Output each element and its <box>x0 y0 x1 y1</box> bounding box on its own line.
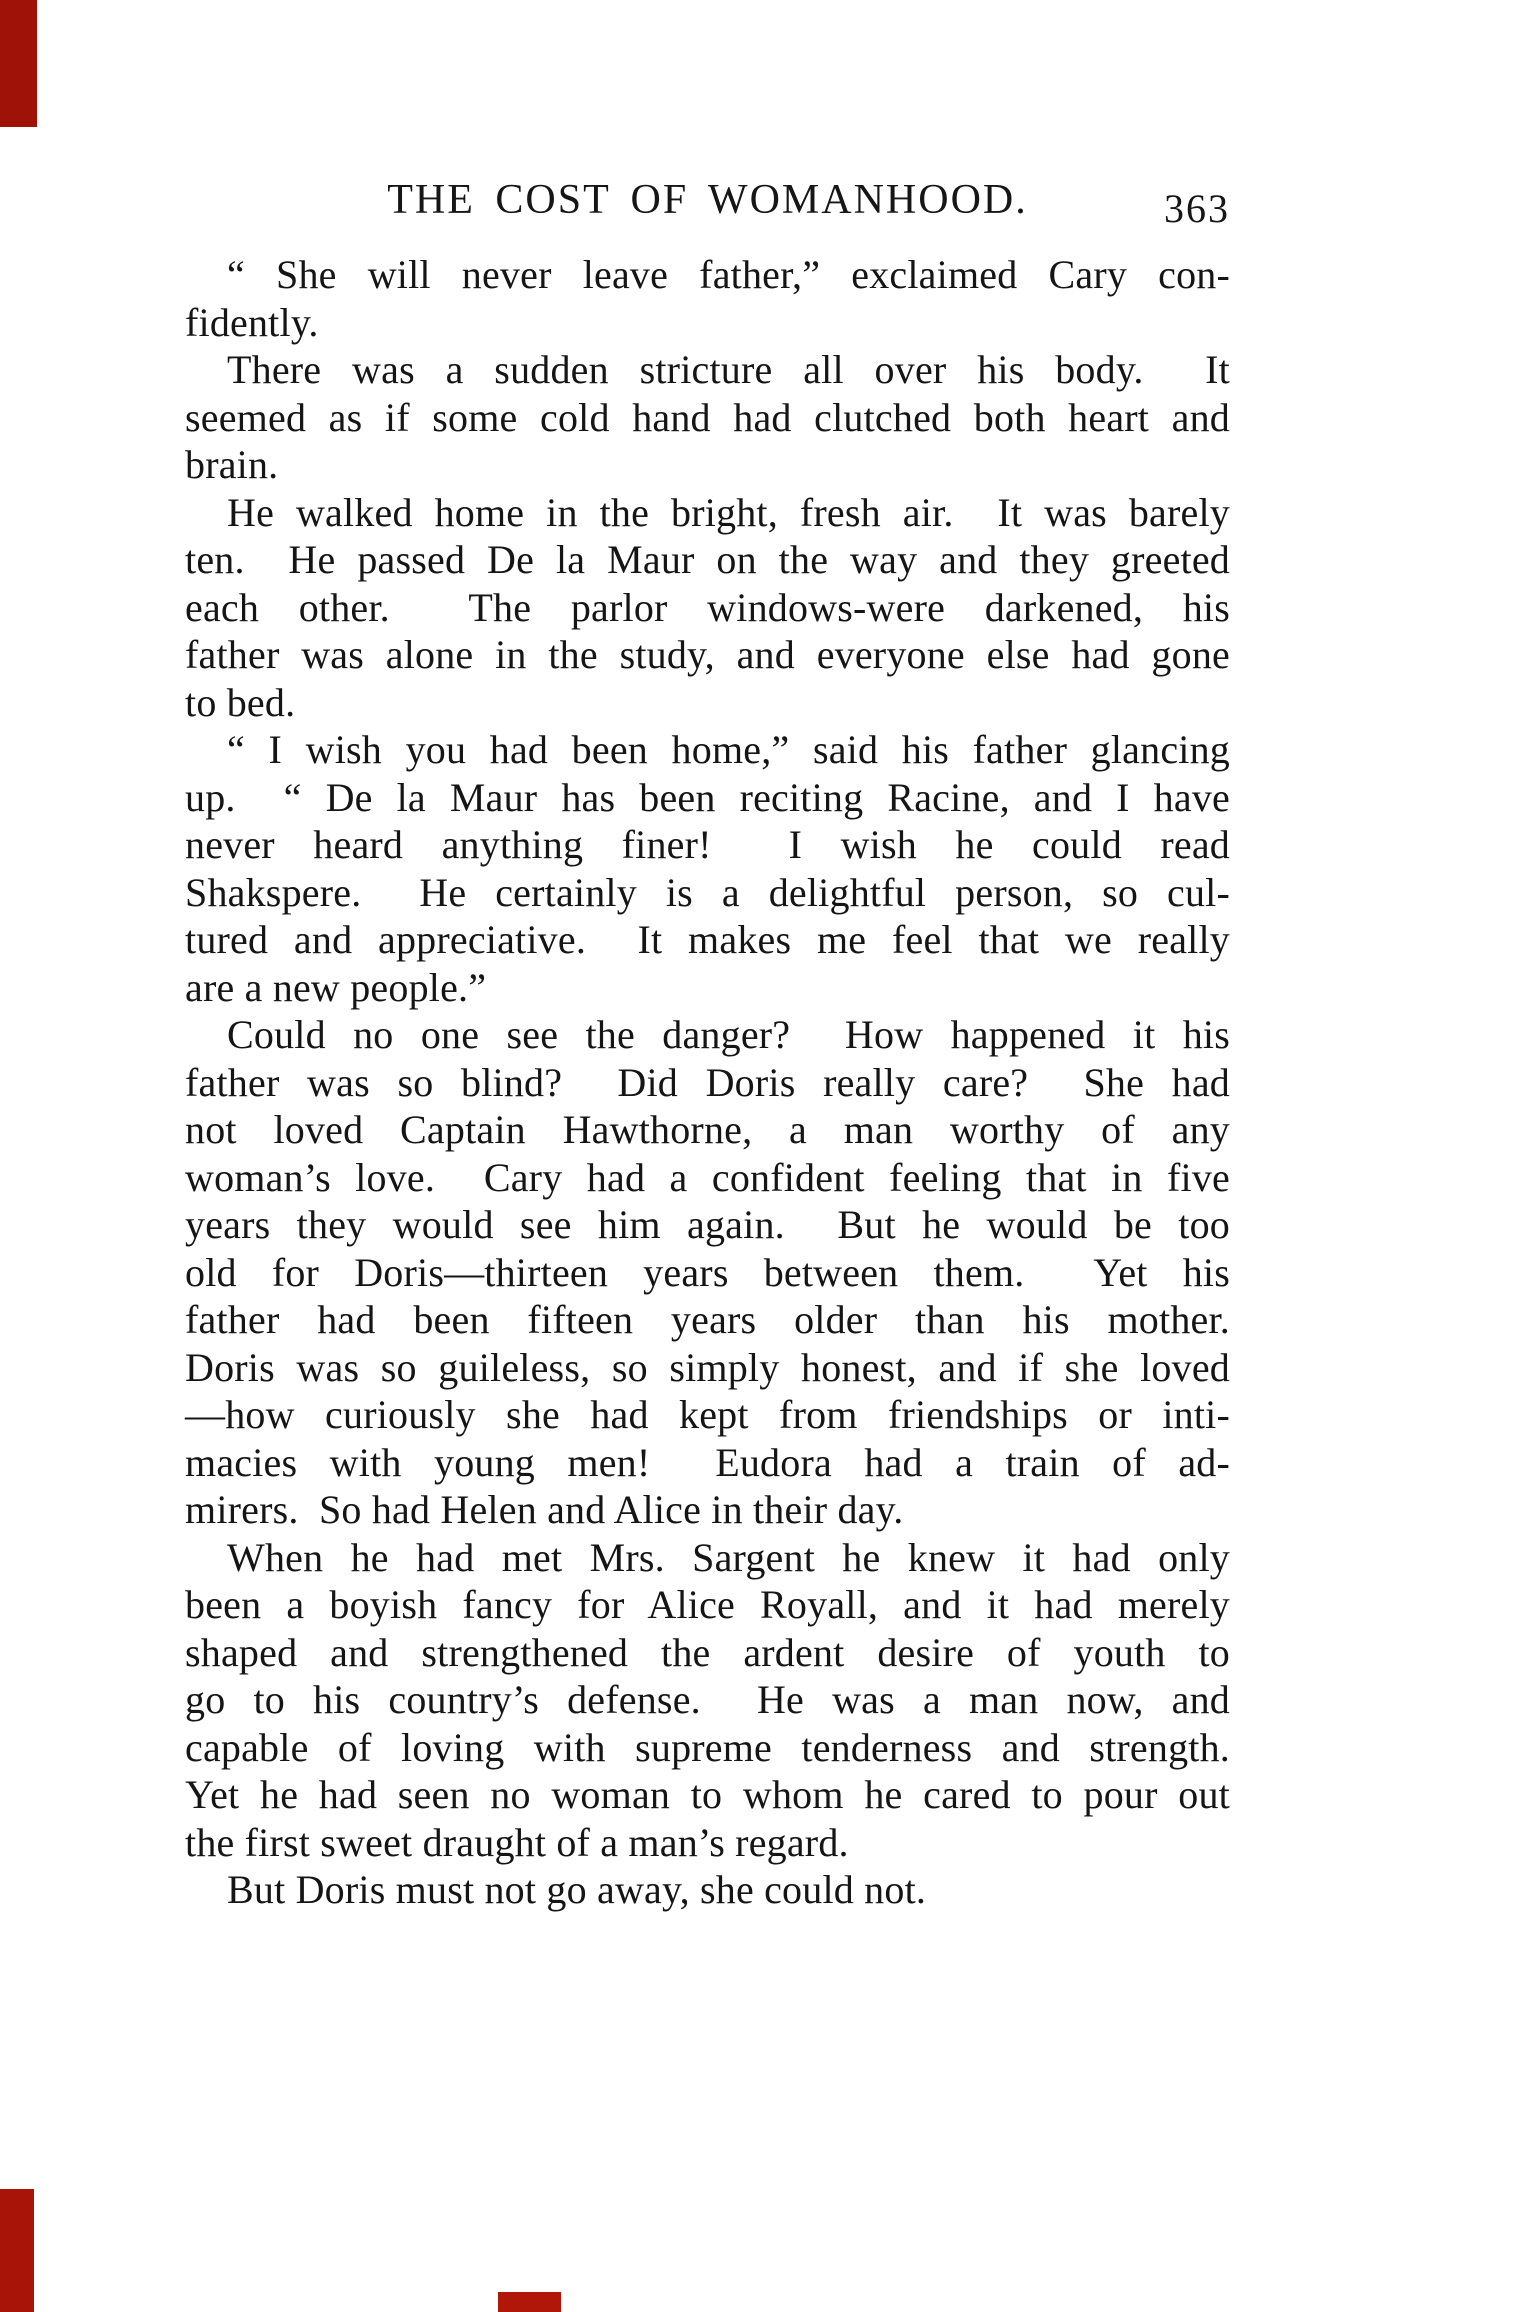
text-line: to bed. <box>185 679 296 725</box>
text-line: up. “ De la Maur has been reciting Racine, and I have <box>185 774 1230 820</box>
text-line: He walked home in the bright, fresh air. It was barely <box>227 489 1230 535</box>
scan-artifact-bottom-center <box>498 2292 561 2312</box>
text-line: each other. The parlor windows-were darkened, his <box>185 584 1230 630</box>
text-line: old for Doris—thirteen years between them. Yet his <box>185 1249 1230 1295</box>
text-line: Could no one see the danger? How happened it his <box>227 1012 1230 1057</box>
text-line: go to his country’s defense. He was a man now, and <box>185 1677 1230 1722</box>
text-line: Doris was so guileless, so simply honest, and if she loved <box>185 1344 1230 1390</box>
paragraph <box>185 1534 1230 1867</box>
page-number: 363 <box>1164 186 1230 231</box>
text-line: years they would see him again. But he would be too <box>185 1202 1230 1247</box>
text-line: capable of loving with supreme tenderness and strength. <box>185 1724 1230 1770</box>
text-line: brain. <box>185 442 279 487</box>
text-line: woman’s love. Cary had a confident feeling that in five <box>185 1154 1230 1200</box>
text-line: mirers. So had Helen and Alice in their day. <box>185 1487 904 1532</box>
text-line: When he had met Mrs. Sargent he knew it had only <box>227 1534 1230 1580</box>
text-line: But Doris must not go away, she could not. <box>227 1867 927 1912</box>
text-line: father had been fifteen years older than his mother. <box>185 1297 1230 1342</box>
paragraph <box>185 489 1230 727</box>
paragraph <box>185 346 1230 489</box>
text-line: not loved Captain Hawthorne, a man worthy of any <box>185 1107 1230 1152</box>
paragraph <box>185 251 1230 346</box>
text-line: —how curiously she had kept from friendships or inti- <box>185 1392 1230 1437</box>
text-line: tured and appreciative. It makes me feel that we really <box>185 917 1230 962</box>
page-header <box>185 176 1230 231</box>
text-line: Shakspere. He certainly is a delightful person, so cul- <box>185 869 1230 915</box>
text-line: ten. He passed De la Maur on the way and they greeted <box>185 537 1230 582</box>
text-line: father was so blind? Did Doris really care? She had <box>185 1059 1230 1105</box>
text-line: never heard anything finer! I wish he could read <box>185 822 1230 867</box>
paragraph <box>185 1866 1230 1914</box>
running-title: THE COST OF WOMANHOOD. <box>387 177 1028 223</box>
paragraph <box>185 726 1230 1011</box>
text-line: “ She will never leave father,” exclaimed Cary con- <box>227 252 1230 297</box>
text-line: seemed as if some cold hand had clutched both heart and <box>185 394 1230 440</box>
text-line: There was a sudden stricture all over his body. It <box>227 347 1230 392</box>
scan-artifact-top-left <box>0 0 37 127</box>
scan-artifact-bottom-left <box>0 2189 34 2312</box>
text-line: Yet he had seen no woman to whom he cared to pour out <box>185 1772 1230 1817</box>
text-line: “ I wish you had been home,” said his father glancing <box>227 727 1230 772</box>
text-line: father was alone in the study, and everyone else had gone <box>185 632 1230 677</box>
body-text <box>185 251 1230 1914</box>
paragraph <box>185 1011 1230 1534</box>
text-line: the first sweet draught of a man’s regard. <box>185 1819 849 1865</box>
text-line: shaped and strengthened the ardent desire of youth to <box>185 1629 1230 1675</box>
text-line: fidently. <box>185 299 319 345</box>
text-line: are a new people.” <box>185 964 487 1010</box>
text-line: been a boyish fancy for Alice Royall, and it had merely <box>185 1582 1230 1627</box>
text-line: macies with young men! Eudora had a train of ad- <box>185 1439 1230 1485</box>
